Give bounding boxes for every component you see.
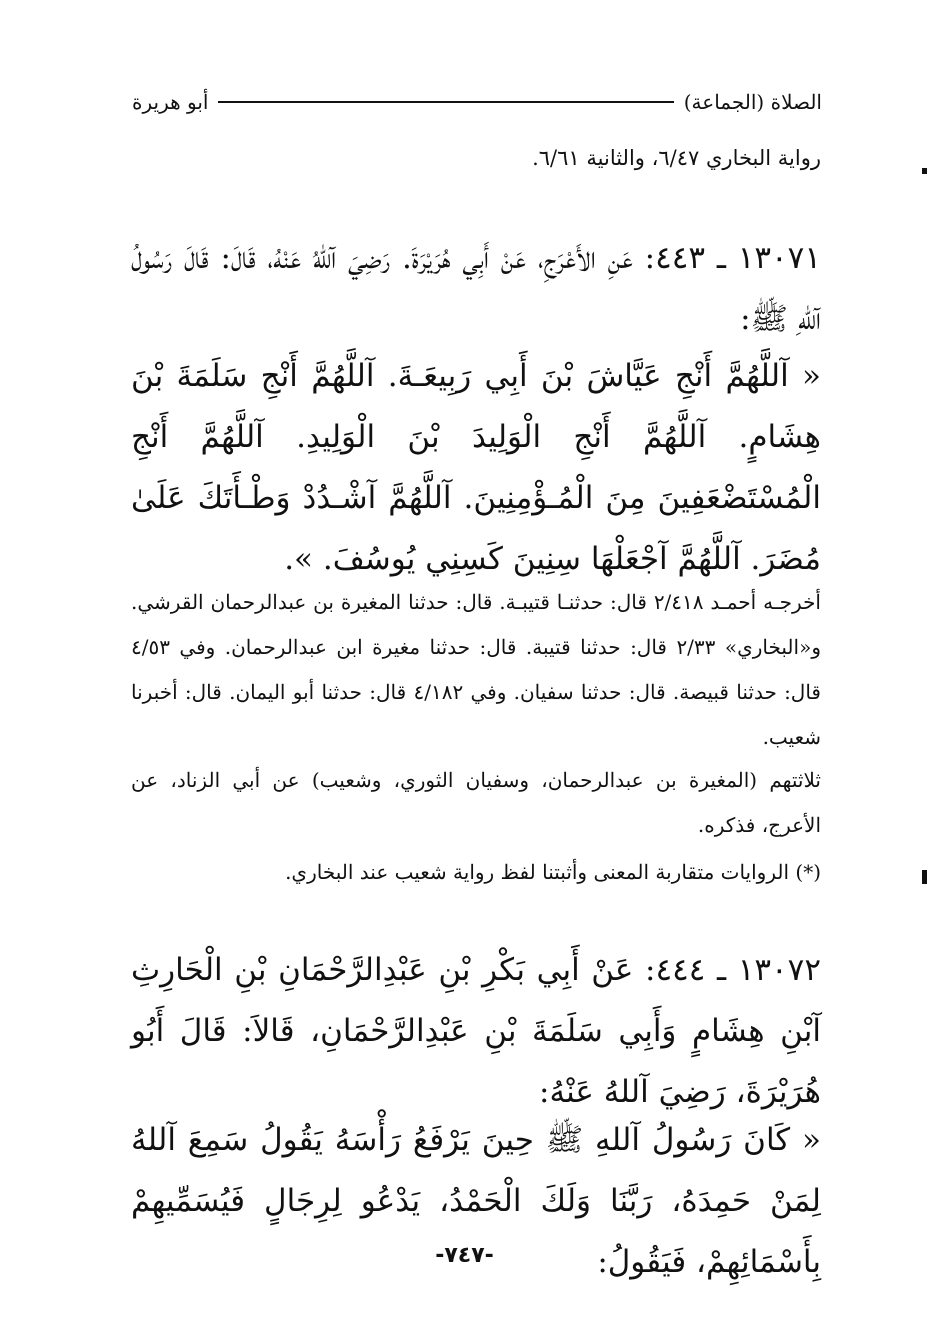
page-number: -٧٤٧- [435, 1243, 494, 1268]
running-header [132, 86, 822, 118]
hadith-2-isnad: ١٣٠٧٢ ـ ٤٤٤: عَنْ أَبِي بَكْرِ بْنِ عَبْدِالرَّحْمَانِ بْنِ الْحَارِثِ آبْنِ هِشَامٍ وَأَبِي سَلَمَةَ بْنِ عَبْدِالرَّحْمَانِ، قَالاَ: قَالَ أَبُو هُرَيْرَةَ، رَضِيَ آللهُ عَنْهُ: [131, 952, 821, 1110]
edge-mark-middle [922, 870, 927, 884]
hadith-2-matn: « كَانَ رَسُولُ آللهِ ﷺ حِينَ يَرْفَعُ رَأْسَهُ يَقُولُ سَمِعَ آللهُ لِمَنْ حَمِدَهُ، رَبَّنَا وَلَكَ الْحَمْدُ، يَدْعُو لِرِجَالٍ فَيُسَمِّيهِمْ بِأَسْمَائِهِمْ، فَيَقُولُ: [131, 1122, 821, 1280]
header-chapter: الصلاة (الجماعة) [683, 90, 822, 114]
hadith-1-footnote: (*) الروايات متقاربة المعنى وأثبتنا لفظ رواية شعيب عند البخاري. [285, 860, 821, 884]
hadith-1-takhrij-summary: ثلاثتهم (المغيرة بن عبدالرحمان، وسفيان الثوري، وشعيب) عن أبي الزناد، عن الأعرج، فذكره. [131, 768, 821, 837]
hadith-1-takhrij: أخرجـه أحمـد ٢/٤١٨ قال: حدثنـا قتيبـة. قال: حدثنا المغيرة بن عبدالرحمان القرشي. و«البخاري» ٢/٣٣ قال: حدثنا قتيبة. قال: حدثنا مغيرة ابن عبدالرحمان. وفي ٤/٥٣ قال: حدثنا قبيصة. قال: حدثنا سفيان. وفي ٤/١٨٢ قال: حدثنا أبو اليمان. قال: أخبرنا شعيب. [131, 590, 821, 749]
hadith-1-matn: « آللَّهُمَّ أَنْجِ عَيَّاشَ بْنَ أَبِي رَبِيعَـةَ. آللَّهُمَّ أَنْجِ سَلَمَةَ بْنَ هِشَامٍ. آللَّهُمَّ أَنْجِ الْوَلِيدَ بْنَ الْوَلِيدِ. آللَّهُمَّ أَنْجِ الْمُسْتَضْعَفِينَ مِنَ الْمُـؤْمِنِينَ. آللَّهُمَّ آشْـدُدْ وَطْـأَتَكَ عَلَىٰ مُضَرَ. آللَّهُمَّ آجْعَلْهَا سِنِينَ كَسِنِي يُوسُفَ. ». [131, 358, 821, 577]
edge-mark-top [922, 168, 927, 174]
previous-hadith-note: رواية البخاري ٦/٤٧، والثانية ٦/٦١. [532, 146, 821, 170]
hadith-1-isnad: ١٣٠٧١ ـ ٤٤٣: عَنِ الأَعْرَجِ، عَنْ أَبِي هُرَيْرَةَ. رَضِيَ آللهُ عَنْهُ، قَالَ: قَالَ رَسُولُ آللهِ ﷺ: [131, 240, 821, 337]
header-narrator: أبو هريرة [132, 90, 209, 114]
header-rule [218, 101, 673, 103]
